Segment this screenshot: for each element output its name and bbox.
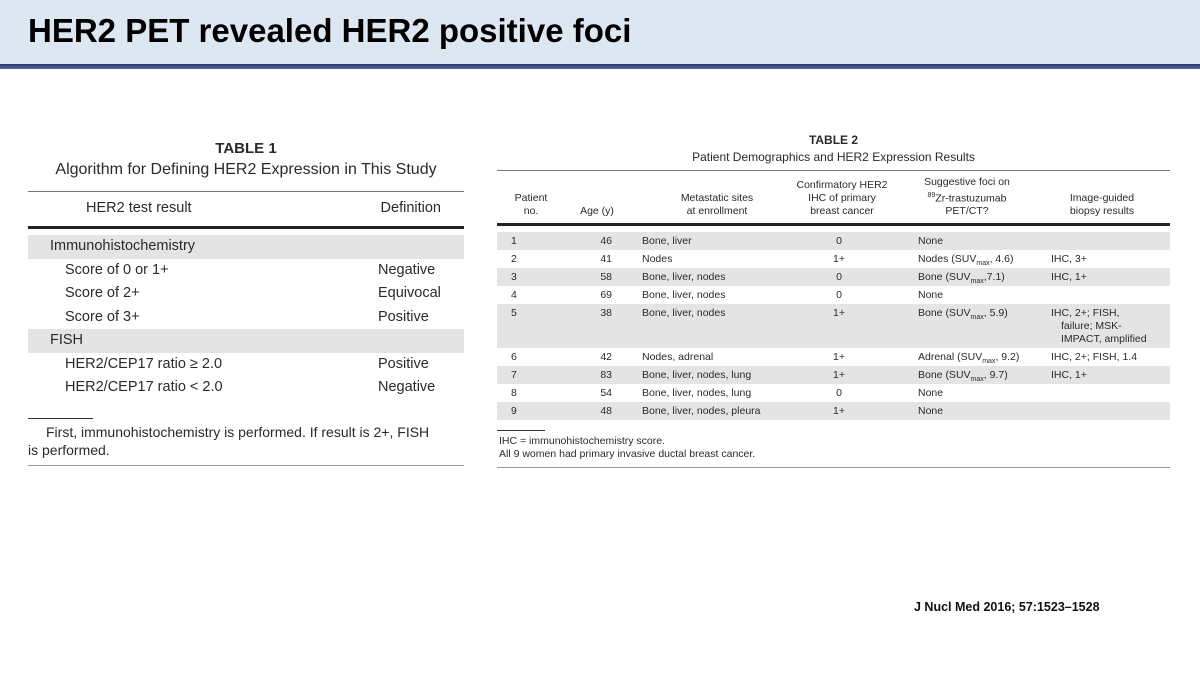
table-row [28, 306, 464, 330]
table-1-cell-label: HER2/CEP17 ratio ≥ 2.0 [65, 355, 223, 372]
foci-text: None [918, 405, 944, 417]
table-1-cell-label: Score of 0 or 1+ [65, 261, 169, 278]
table-1-footnote [28, 423, 464, 459]
table-row [28, 259, 464, 283]
foci-text: None [918, 235, 944, 247]
table-2-cell-ihc: 0 [836, 271, 842, 283]
header-text: Patient [514, 192, 548, 204]
table-2-cell-ihc: 1+ [833, 405, 845, 417]
table-row [497, 304, 1170, 348]
table-2-caption: TABLE 2 [808, 133, 859, 147]
biopsy-line: IMPACT, amplified [1061, 333, 1147, 345]
isotope-superscript: 89 [927, 191, 936, 199]
suv-value: , 9.7) [983, 369, 1008, 381]
table-row [497, 366, 1170, 384]
table-2-cell-ihc: 1+ [833, 369, 845, 381]
header-text: Confirmatory HER2 [796, 179, 888, 191]
table-2-header-age [575, 205, 619, 218]
table-2-header-foci [907, 176, 1027, 219]
biopsy-line: IHC, 2+; FISH, [1051, 307, 1120, 319]
header-text: IHC of primary [808, 192, 876, 204]
table-2-cell-foci [918, 307, 1008, 324]
table-2-cell-sites: Bone, liver, nodes, lung [642, 369, 752, 381]
suv-subscript: max [982, 358, 996, 366]
header-text: Age (y) [580, 205, 614, 217]
table-1-cell-definition: Positive [378, 308, 429, 325]
table-2-cell-no: 4 [511, 289, 517, 301]
table-2-cell-biopsy [1051, 271, 1087, 284]
table-row [497, 348, 1170, 366]
suv-value: ,7.1) [983, 271, 1005, 283]
biopsy-line: IHC, 3+ [1051, 253, 1087, 265]
table-2-cell-ihc: 0 [836, 235, 842, 247]
biopsy-line: IHC, 2+; FISH, 1.4 [1051, 351, 1138, 363]
table-2-cell-ihc: 1+ [833, 253, 845, 265]
table-2-cell-foci [918, 235, 943, 248]
table-2-cell-age: 38 [600, 307, 612, 319]
foci-text: Bone (SUV [918, 369, 971, 381]
table-2-cell-no: 7 [511, 369, 517, 381]
table-1-header-result: HER2 test result [86, 200, 192, 216]
table-2-cell-age: 83 [600, 369, 612, 381]
table-row [497, 384, 1170, 402]
table-2-cell-sites: Bone, liver, nodes [642, 307, 726, 319]
table-1-cell-definition: Negative [378, 379, 436, 395]
suv-value: , 4.6) [989, 253, 1014, 265]
table-2-header-patient [509, 192, 553, 218]
table-2-cell-ihc: 1+ [833, 351, 845, 363]
table-1-cell-label: HER2/CEP17 ratio < 2.0 [65, 379, 223, 395]
table-1-cell-label: Score of 2+ [65, 285, 140, 301]
table-1-caption: TABLE 1 [215, 140, 277, 157]
suv-subscript: max [970, 278, 984, 286]
table-2-header-ihc [787, 179, 897, 218]
table-2-cell-biopsy [1051, 369, 1087, 382]
header-text: breast cancer [810, 205, 874, 217]
biopsy-line: IHC, 1+ [1051, 369, 1087, 381]
table-2-cell-no: 2 [511, 253, 517, 265]
table-2 [497, 133, 1170, 468]
title-rule [0, 64, 1200, 69]
table-2-cell-biopsy [1051, 307, 1147, 346]
table-row [497, 250, 1170, 268]
table-1-footnote-rule [28, 418, 93, 419]
table-2-cell-biopsy [1051, 351, 1137, 364]
table-1-footnote-line-1: First, immunohistochemistry is performed. If result is 2+, FISH [46, 423, 430, 440]
table-2-subtitle: Patient Demographics and HER2 Expression Results [692, 150, 975, 164]
suv-subscript: max [970, 376, 984, 384]
table-2-footnote-line-2: All 9 women had primary invasive ductal breast cancer. [499, 448, 756, 460]
table-1-header [28, 192, 464, 220]
table-2-cell-ihc: 1+ [833, 307, 845, 319]
table-2-cell-age: 54 [600, 387, 612, 399]
table-row [497, 402, 1170, 420]
table-2-cell-age: 42 [600, 351, 612, 363]
table-1-header-definition: Definition [380, 200, 441, 216]
foci-text: Bone (SUV [918, 307, 971, 319]
table-2-cell-foci [918, 405, 943, 418]
table-1 [28, 140, 464, 466]
table-row [28, 282, 464, 306]
suv-subscript: max [970, 314, 984, 322]
header-text [907, 189, 1027, 206]
table-2-cell-no: 1 [511, 235, 517, 247]
header-text: Image-guided [1069, 192, 1135, 204]
citation: J Nucl Med 2016; 57:1523–1528 [914, 600, 1100, 614]
table-1-section-label: Immunohistochemistry [50, 238, 196, 254]
table-2-cell-biopsy [1051, 253, 1087, 266]
table-2-cell-no: 9 [511, 405, 517, 417]
table-2-cell-ihc: 0 [836, 289, 842, 301]
suv-value: , 5.9) [983, 307, 1008, 319]
biopsy-line: IHC, 1+ [1051, 271, 1087, 283]
table-row [28, 376, 464, 400]
table-2-header-biopsy [1052, 192, 1152, 218]
table-1-cell-label: Score of 3+ [65, 308, 140, 325]
table-2-footnote-rule [497, 430, 545, 431]
foci-text: None [918, 387, 944, 399]
table-row [28, 353, 464, 377]
foci-text: Nodes (SUV [918, 253, 977, 265]
table-2-cell-sites: Bone, liver, nodes [642, 289, 726, 301]
table-row [497, 286, 1170, 304]
title-bar [0, 0, 1200, 64]
table-2-footnote-line-1: IHC = immunohistochemistry score. [499, 435, 666, 447]
table-2-cell-no: 8 [511, 387, 517, 399]
table-row [28, 235, 464, 259]
table-2-cell-age: 58 [600, 271, 612, 283]
table-row [28, 329, 464, 353]
foci-text: Bone (SUV [918, 271, 971, 283]
table-2-cell-sites: Nodes [642, 253, 673, 265]
table-1-cell-definition: Equivocal [378, 285, 441, 301]
table-1-section-label: FISH [50, 332, 84, 348]
table-2-bottom-rule [497, 467, 1170, 468]
header-text-part: Zr-trastuzumab [935, 192, 1007, 204]
table-2-cell-age: 69 [600, 289, 612, 301]
table-1-subtitle: Algorithm for Defining HER2 Expression in This Study [55, 161, 437, 178]
table-1-bottom-rule [28, 465, 464, 466]
table-2-cell-foci [918, 289, 943, 302]
table-2-cell-no: 5 [511, 307, 517, 319]
table-2-cell-age: 41 [600, 253, 612, 265]
biopsy-line: failure; MSK- [1061, 320, 1122, 332]
table-2-cell-ihc: 0 [836, 387, 842, 399]
table-1-footnote-line-2: is performed. [28, 441, 110, 458]
header-text: biopsy results [1069, 205, 1135, 217]
header-text: no. [523, 205, 539, 217]
table-2-cell-no: 6 [511, 351, 517, 363]
foci-text: Adrenal (SUV [918, 351, 983, 363]
table-2-header-sites [657, 192, 777, 218]
header-text: PET/CT? [945, 205, 989, 217]
table-2-cell-no: 3 [511, 271, 517, 283]
table-row [497, 268, 1170, 286]
table-1-cell-definition: Positive [378, 355, 429, 372]
header-text: Suggestive foci on [924, 175, 1010, 188]
table-1-cell-definition: Negative [378, 261, 436, 278]
table-2-cell-sites: Bone, liver, nodes, pleura [642, 405, 761, 417]
table-2-cell-age: 46 [600, 235, 612, 247]
table-2-cell-age: 48 [600, 405, 612, 417]
table-2-cell-foci [918, 387, 943, 400]
table-2-cell-sites: Bone, liver [642, 235, 692, 247]
header-text: at enrollment [686, 205, 748, 217]
table-2-header [497, 171, 1170, 223]
table-2-cell-sites: Bone, liver, nodes [642, 271, 726, 283]
table-row [497, 232, 1170, 250]
table-2-body [497, 232, 1170, 420]
slide-title: HER2 PET revealed HER2 positive foci [28, 12, 632, 49]
table-2-cell-sites: Nodes, adrenal [642, 351, 714, 363]
header-text: Metastatic sites [680, 192, 754, 204]
suv-subscript: max [976, 260, 990, 268]
table-2-footnote [497, 435, 1170, 461]
table-2-cell-sites: Bone, liver, nodes, lung [642, 387, 752, 399]
suv-value: , 9.2) [995, 351, 1020, 363]
foci-text: None [918, 289, 944, 301]
